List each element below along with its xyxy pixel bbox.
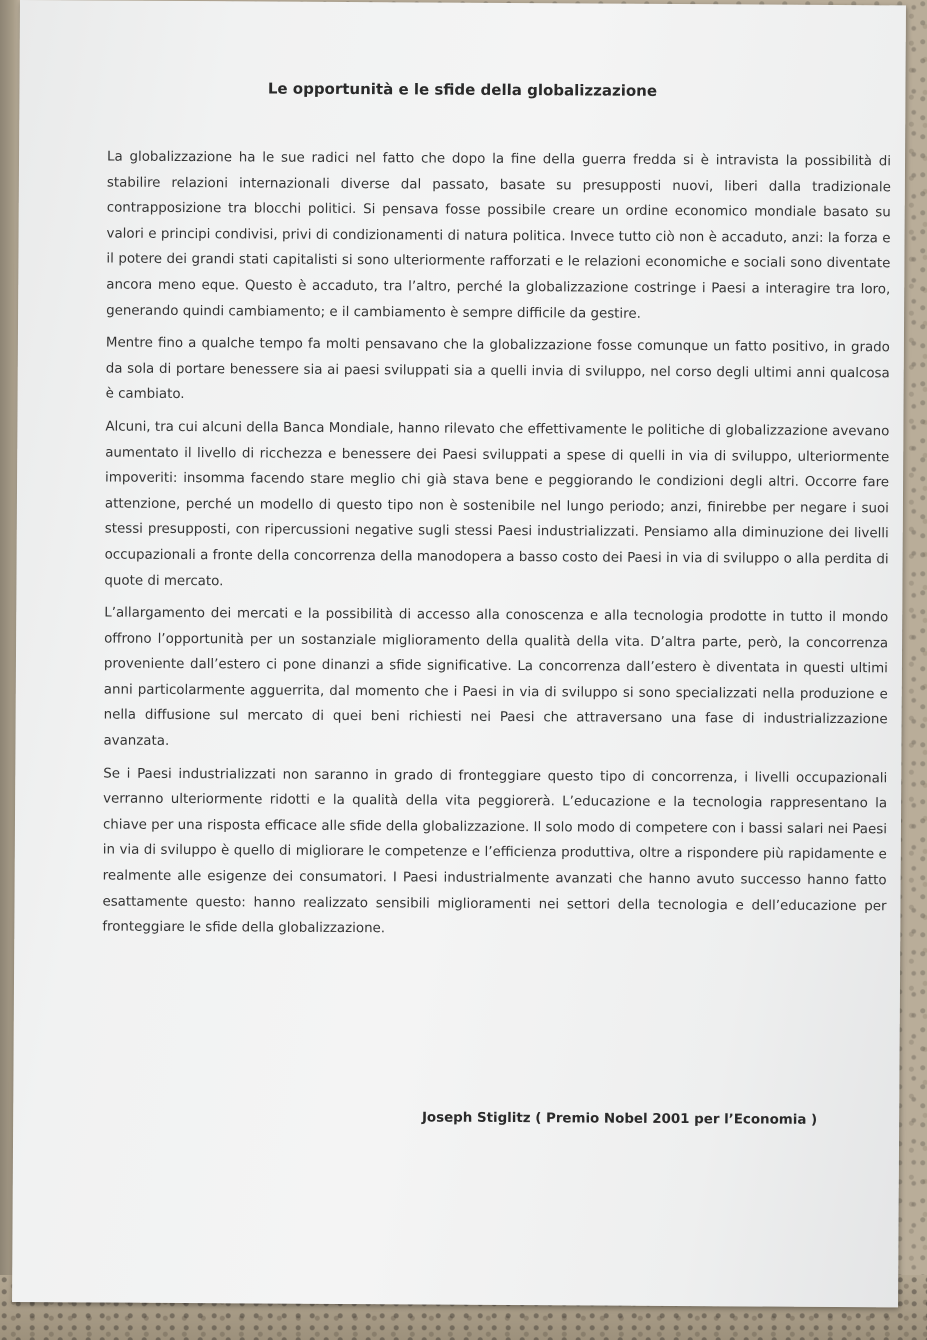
paragraph-2: Mentre fino a qualche tempo fa molti pensavano che la globalizzazione fosse comunque un fatto positivo, in grado da sola di portare benessere sia ai paesi sviluppati sia a quelli invia di sviluppo, nel corso degli ultimi anni qualcosa è cambiato. bbox=[105, 335, 890, 403]
author-signature: Joseph Stiglitz ( Premio Nobel 2001 per l’Economia ) bbox=[421, 1110, 818, 1128]
paragraph-4: L’allargamento dei mercati e la possibilità di accesso alla conoscenza e alla tecnologia prodotte in tutto il mondo offrono l’opportunità per un sostanziale miglioramento della qualità della vita. D’altra parte, però, la concorrenza proveniente dall’estero ci pone dinanzi a sfide significative. La concorrenza dall’estero è diventata in questi ultimi anni particolarmente agguerrita, dal momento che i Paesi in via di sviluppo si sono specializzati nella produzione e nella diffusione sul mercato di quei beni richiesti nei Paesi che attraversano una fase di industrializzazione avanzata. bbox=[103, 605, 889, 749]
paragraph-5: Se i Paesi industrializzati non saranno in grado di fronteggiare questo tipo di concorrenza, i livelli occupazionali verranno ulteriormente ridotti e la qualità della vita peggiorerà. L’educazione e la tecnologia rappresentano la chiave per una risposta efficace alle sfide della globalizzazione. Il solo modo di competere con i bassi salari nei Paesi in via di sviluppo è quello di migliorare le competenze e l’efficienza produttiva, oltre a rispondere più rapidamente e realmente alle esigenze dei consumatori. I Paesi industrialmente avanzati che hanno avuto successo hanno fatto esattamente questo: hanno realizzato sensibili miglioramenti nei settori della tecnologia e dell’educazione per fronteggiare le sfide della globalizzazione. bbox=[102, 766, 888, 937]
document-title: Le opportunità e le sfide della globalizzazione bbox=[267, 79, 658, 100]
paragraph-3: Alcuni, tra cui alcuni della Banca Mondiale, hanno rilevato che effettivamente le politiche di globalizzazione avevano aumentato il livello di ricchezza e benessere dei Paesi sviluppati a spese di quelli in via di sviluppo, ulteriormente impoveriti: insomma facendo stare meglio chi già stava bene e peggiorando le condizioni degli altri. Occorre fare attenzione, perché un modello di questo tipo non è sostenibile nel lungo periodo; anzi, finirebbe per negare i suoi stessi presupposti, con ripercussioni negative sugli stessi Paesi industrializzati. Pensiamo alla diminuzione dei livelli occupazionali a fronte della concorrenza della manodopera a basso costo dei Paesi in via di sviluppo o alla perdita di quote di mercato. bbox=[104, 419, 890, 589]
paper-sheet bbox=[12, 0, 906, 1307]
document-body bbox=[102, 145, 891, 953]
paragraph-1: La globalizzazione ha le sue radici nel fatto che dopo la fine della guerra fredda si è intravista la possibilità di stabilire relazioni internazionali diverse dal passato, basate su presupposti nuovi, liberi dalla tradizionale contrapposizione tra blocchi politici. Si pensava fosse possibile creare un ordine economico mondiale basato su valori e principi condivisi, privi di condizionamenti di natura politica. Invece tutto ciò non è accaduto, anzi: la forza e il potere dei grandi stati capitalisti si sono ulteriormente rafforzati e le relazioni economiche e sociali sono diventate ancora meno eque. Questo è accaduto, tra l’altro, perché la globalizzazione costringe i Paesi a interagire tra loro, generando quindi cambiamento; e il cambiamento è sempre difficile da gestire. bbox=[106, 149, 892, 322]
